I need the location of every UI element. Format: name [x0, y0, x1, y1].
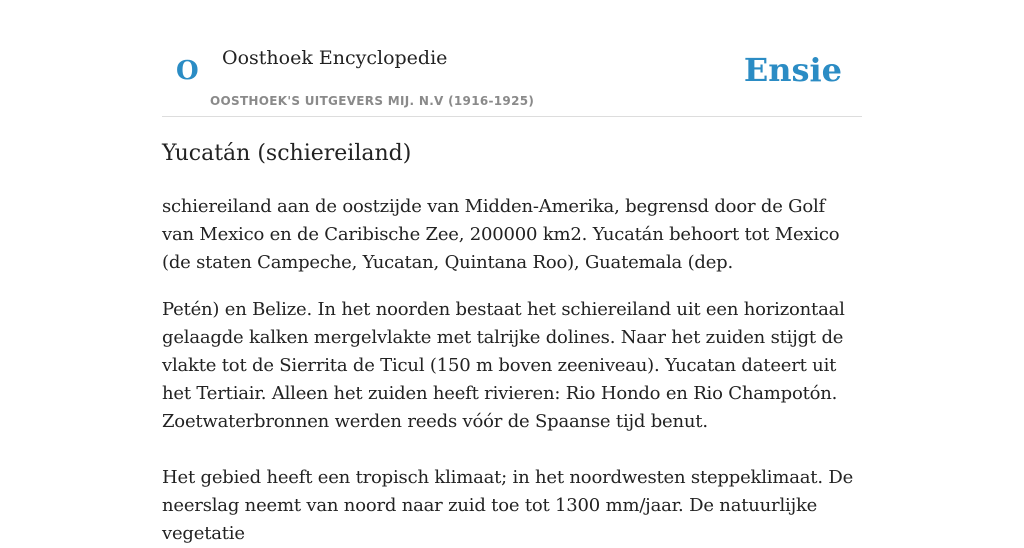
article-title: Yucatán (schiereiland) [162, 141, 412, 166]
publisher-label: OOSTHOEK'S UITGEVERS MIJ. N.V (1916-1925) [210, 94, 535, 108]
source-logo[interactable]: O [176, 56, 199, 86]
article-paragraph: Het gebied heeft een tropisch klimaat; in het noordwesten steppeklimaat. De neerslag neemt van noord naar zuid toe tot 1300 mm/jaar. De natuurlijke vegetatie [162, 467, 854, 544]
article-paragraph: Petén) en Belize. In het noorden bestaat het schiereiland uit een horizontaal gelaagde kalken mergelvlakte met talrijke dolines. Naar het zuiden stijgt de vlakte tot de Sierrita de Ticul (150 m boven zeeniveau). Yucatan dateert uit het Tertiair. Alleen het zuiden heeft rivieren: Rio Hondo en Rio Champotón. Zoetwaterbronnen werden reeds vóór de Spaanse tijd benut. [162, 299, 845, 432]
article [162, 138, 862, 548]
ensie-logo-link[interactable]: Ensie [743, 51, 842, 89]
site-header [162, 38, 862, 117]
article-paragraph: schiereiland aan de oostzijde van Midden-Amerika, begrensd door de Golf van Mexico en de Caribische Zee, 200000 km2. Yucatán behoort tot Mexico (de staten Campeche, Yucatan, Quintana Roo), Guatemala (dep. [162, 196, 840, 273]
source-title-link[interactable]: Oosthoek Encyclopedie [222, 47, 448, 69]
